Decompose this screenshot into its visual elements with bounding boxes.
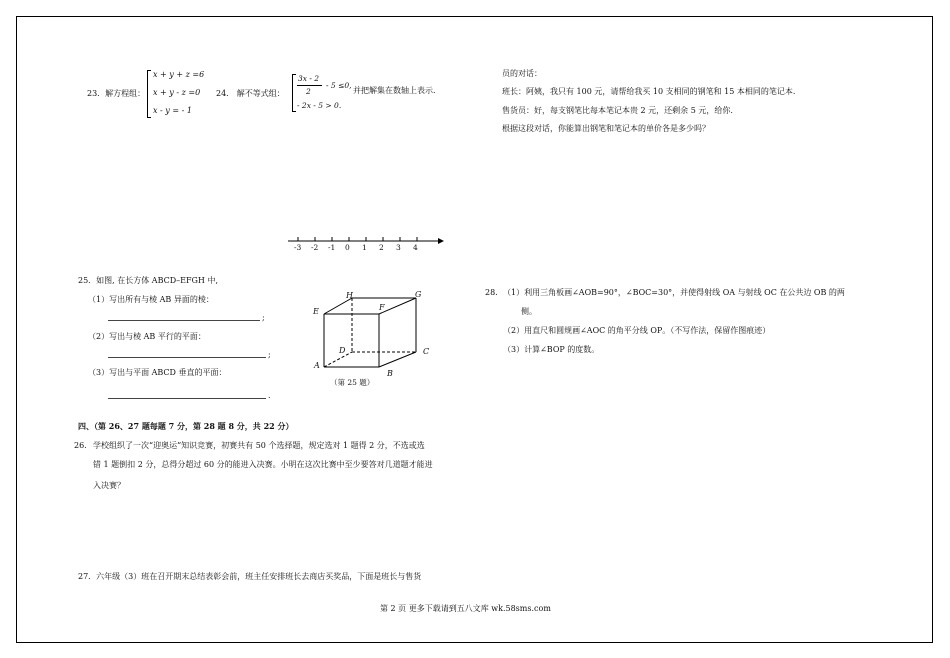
q25-end2: ;: [268, 350, 271, 359]
q23-eq1: x + y + z =6: [153, 70, 205, 79]
q24-fraction-line: [297, 85, 322, 86]
vertex-label-f: F: [379, 303, 385, 312]
vertex-label-e: E: [313, 307, 319, 316]
q25-answer-blank-1[interactable]: [108, 320, 260, 321]
vertex-label-b: B: [387, 369, 393, 378]
number-line-label: -1: [328, 243, 336, 252]
section-heading: 四、（第 26、27 题每题 7 分，第 28 题 8 分，共 22 分）: [78, 421, 294, 431]
number-line-label: 1: [362, 243, 367, 252]
vertex-label-a: A: [314, 361, 320, 370]
vertex-label-g: G: [415, 290, 422, 299]
q25-item2: （2）写出与棱 AB 平行的平面：: [88, 332, 206, 341]
q26-number: 26.: [74, 441, 87, 450]
q26-line3: 入决赛？: [93, 481, 125, 490]
q23-brace: [147, 70, 151, 118]
q27-line2: 员的对话：: [502, 69, 542, 78]
vertex-label-c: C: [423, 347, 430, 356]
vertex-label-h: H: [346, 291, 353, 300]
q25-item3: （3）写出与平面 ABCD 垂直的平面：: [88, 368, 227, 377]
page-footer: 第 2 页 更多下载请到五八文库 wk.58sms.com: [380, 604, 551, 613]
q23-label: 23．解方程组：: [87, 89, 146, 98]
number-line-label: 4: [413, 243, 418, 252]
number-line-label: -3: [294, 243, 302, 252]
q23-eq3: x - y = - 1: [153, 106, 192, 115]
number-line-label: -2: [311, 243, 319, 252]
q28-line3: （3）计算∠BOP 的度数。: [503, 345, 600, 354]
q26-line2: 错 1 题倒扣 2 分，总得分超过 60 分的能进入决赛。小明在这次比赛中至少要答对几道题才能进: [93, 460, 433, 469]
number-line-label: 3: [396, 243, 401, 252]
number-line-label: 0: [345, 243, 350, 252]
q24-label: 24． 解不等式组：: [216, 89, 285, 98]
q24-ineq2: - 2x - 5 > 0.: [297, 101, 342, 110]
q23-eq2: x + y - z =0: [153, 88, 201, 97]
q26-line1: 学校组织了一次“迎奥运”知识竞赛，初赛共有 50 个选择题，规定选对 1 题得 2 分，不选或选: [93, 441, 425, 450]
q27-line4: 售货员：好，每支钢笔比每本笔记本贵 2 元，还剩余 5 元，给你.: [502, 106, 733, 115]
q25-end1: ;: [262, 313, 265, 322]
q24-brace: [292, 74, 296, 112]
q25-intro: 25．如图, 在长方体 ABCD–EFGH 中,: [78, 276, 218, 285]
vertex-label-d: D: [339, 346, 346, 355]
q24-ineq1-den: 2: [306, 87, 311, 96]
q25-end3: .: [268, 391, 271, 400]
q25-answer-blank-2[interactable]: [108, 357, 266, 358]
q28-line1: （1）利用三角板画∠AOB=90°，∠BOC=30°，并使得射线 OA 与射线 OC 在公共边 OB 的两: [503, 288, 845, 297]
q24-instruction: 并把解集在数轴上表示.: [353, 86, 436, 95]
q24-ineq1-num: 3x - 2: [298, 74, 320, 83]
figure-caption: （第 25 题）: [330, 378, 375, 387]
q24-ineq1-rest: - 5 ≤0,: [326, 81, 352, 90]
q28-line1b: 侧。: [521, 307, 537, 316]
q27-line1: 27．六年级（3）班在召开期末总结表彰会前，班主任安排班长去商店买奖品，下面是班长与售货: [78, 572, 422, 581]
q28-number: 28.: [485, 288, 498, 297]
cuboid-figure: [312, 290, 432, 380]
q27-line3: 班长：阿姨，我只有 100 元，请帮给我买 10 支相同的钢笔和 15 本相同的笔记本.: [502, 87, 796, 96]
q28-line2: （2）用直尺和圆规画∠AOC 的角平分线 OP。（不写作法，保留作图痕迹）: [503, 326, 771, 335]
number-line-label: 2: [379, 243, 384, 252]
q27-line5: 根据这段对话，你能算出钢笔和笔记本的单价各是多少吗？: [502, 124, 710, 133]
q25-item1: （1）写出所有与棱 AB 异面的棱：: [88, 295, 214, 304]
q25-answer-blank-3[interactable]: [108, 398, 266, 399]
